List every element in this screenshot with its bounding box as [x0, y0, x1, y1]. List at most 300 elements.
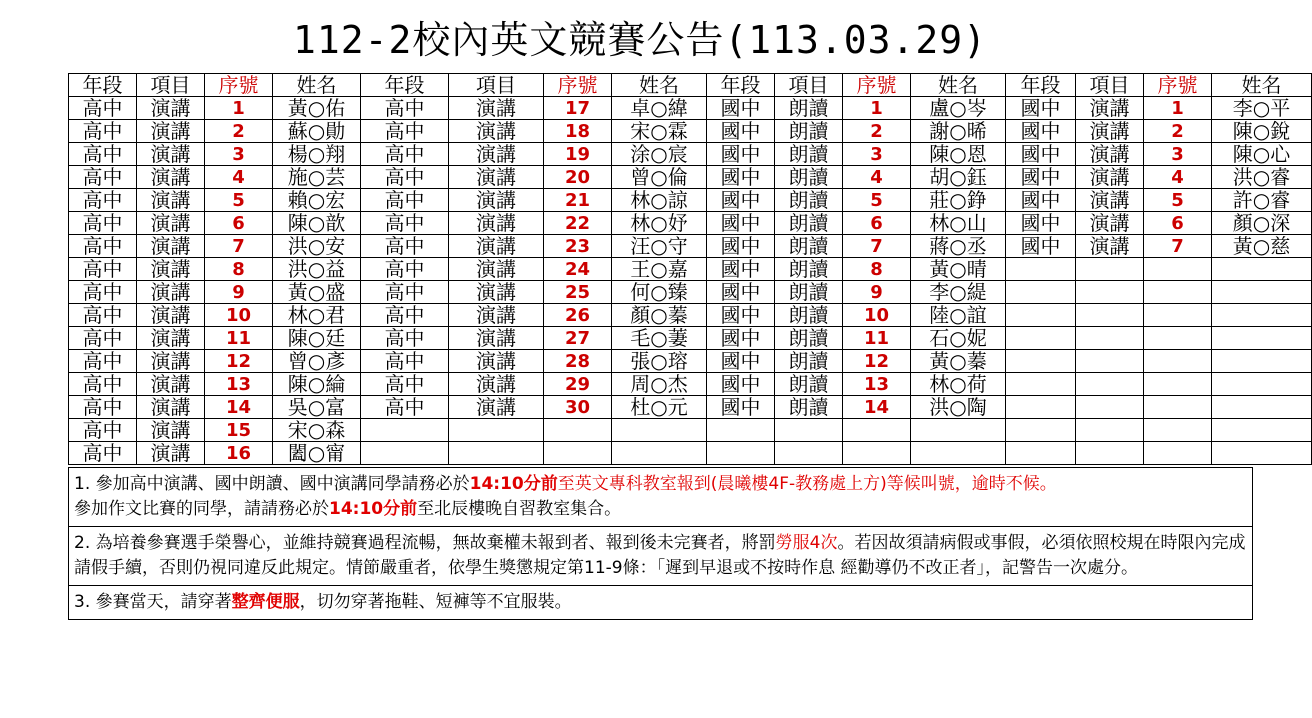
name-cell: 何○臻 — [612, 281, 707, 304]
column-header: 項目 — [1076, 74, 1144, 97]
table-row — [69, 419, 1312, 442]
item-cell — [1076, 304, 1144, 327]
level-cell: 高中 — [69, 442, 137, 465]
name-cell: 洪○益 — [273, 258, 361, 281]
item-cell: 演講 — [449, 189, 544, 212]
table-row — [69, 373, 1312, 396]
name-cell: 毛○萋 — [612, 327, 707, 350]
table-row — [69, 235, 1312, 258]
number-cell: 7 — [205, 235, 273, 258]
name-cell: 顏○蓁 — [612, 304, 707, 327]
name-cell: 盧○岑 — [911, 97, 1006, 120]
column-header: 序號 — [544, 74, 612, 97]
number-cell: 21 — [544, 189, 612, 212]
item-cell — [1076, 327, 1144, 350]
number-cell: 9 — [843, 281, 911, 304]
item-cell: 演講 — [449, 396, 544, 419]
table-row — [69, 281, 1312, 304]
item-cell: 演講 — [137, 419, 205, 442]
name-cell: 李○平 — [1212, 97, 1312, 120]
number-cell — [544, 419, 612, 442]
name-cell — [612, 442, 707, 465]
number-cell: 20 — [544, 166, 612, 189]
column-header: 年段 — [69, 74, 137, 97]
name-cell: 林○妤 — [612, 212, 707, 235]
name-cell — [1212, 419, 1312, 442]
level-cell: 國中 — [1006, 166, 1076, 189]
item-cell: 朗讀 — [775, 143, 843, 166]
item-cell: 演講 — [449, 350, 544, 373]
level-cell — [1006, 419, 1076, 442]
item-cell: 演講 — [449, 120, 544, 143]
item-cell: 朗讀 — [775, 258, 843, 281]
item-cell: 演講 — [137, 281, 205, 304]
notes-section — [68, 467, 1253, 620]
name-cell: 蘇○勛 — [273, 120, 361, 143]
column-header: 項目 — [775, 74, 843, 97]
column-header: 姓名 — [273, 74, 361, 97]
name-cell — [1212, 373, 1312, 396]
level-cell: 高中 — [361, 189, 449, 212]
item-cell: 演講 — [1076, 166, 1144, 189]
number-cell: 2 — [843, 120, 911, 143]
table-row — [69, 166, 1312, 189]
level-cell — [707, 419, 775, 442]
name-cell: 曾○倫 — [612, 166, 707, 189]
item-cell: 演講 — [1076, 143, 1144, 166]
item-cell — [1076, 419, 1144, 442]
number-cell: 19 — [544, 143, 612, 166]
number-cell: 30 — [544, 396, 612, 419]
item-cell — [775, 419, 843, 442]
item-cell: 演講 — [137, 258, 205, 281]
number-cell: 9 — [205, 281, 273, 304]
name-cell: 許○睿 — [1212, 189, 1312, 212]
number-cell — [1144, 419, 1212, 442]
number-cell: 7 — [1144, 235, 1212, 258]
item-cell: 演講 — [137, 189, 205, 212]
level-cell: 高中 — [69, 258, 137, 281]
name-cell: 李○緹 — [911, 281, 1006, 304]
number-cell: 22 — [544, 212, 612, 235]
level-cell — [1006, 350, 1076, 373]
level-cell: 國中 — [1006, 120, 1076, 143]
item-cell — [449, 419, 544, 442]
name-cell: 蔣○丞 — [911, 235, 1006, 258]
number-cell: 4 — [843, 166, 911, 189]
number-cell: 11 — [205, 327, 273, 350]
number-cell: 5 — [843, 189, 911, 212]
item-cell — [1076, 442, 1144, 465]
level-cell: 國中 — [707, 143, 775, 166]
item-cell: 朗讀 — [775, 97, 843, 120]
name-cell: 宋○森 — [273, 419, 361, 442]
name-cell: 林○君 — [273, 304, 361, 327]
name-cell — [911, 442, 1006, 465]
item-cell: 演講 — [137, 143, 205, 166]
level-cell: 國中 — [707, 350, 775, 373]
item-cell: 演講 — [137, 97, 205, 120]
table-row — [69, 350, 1312, 373]
note-2-penalty: 勞服4次 — [775, 533, 838, 553]
number-cell: 10 — [843, 304, 911, 327]
number-cell: 15 — [205, 419, 273, 442]
column-header: 年段 — [707, 74, 775, 97]
level-cell: 高中 — [69, 166, 137, 189]
level-cell — [1006, 396, 1076, 419]
name-cell: 汪○守 — [612, 235, 707, 258]
note-1-text-a: 1. 參加高中演講、國中朗讀、國中演講同學請務必於 — [74, 474, 470, 494]
column-header: 姓名 — [1212, 74, 1312, 97]
number-cell: 4 — [1144, 166, 1212, 189]
level-cell: 高中 — [69, 143, 137, 166]
level-cell: 高中 — [361, 350, 449, 373]
level-cell: 高中 — [69, 350, 137, 373]
note-1 — [69, 467, 1252, 526]
name-cell: 陳○銳 — [1212, 120, 1312, 143]
name-cell: 謝○晞 — [911, 120, 1006, 143]
number-cell: 8 — [843, 258, 911, 281]
number-cell: 3 — [205, 143, 273, 166]
page-title: 112-2校內英文競賽公告(113.03.29) — [292, 18, 988, 62]
level-cell: 國中 — [707, 97, 775, 120]
level-cell: 國中 — [707, 120, 775, 143]
item-cell: 演講 — [1076, 97, 1144, 120]
level-cell — [1006, 304, 1076, 327]
item-cell: 演講 — [137, 166, 205, 189]
level-cell: 高中 — [361, 143, 449, 166]
number-cell — [1144, 442, 1212, 465]
level-cell: 國中 — [1006, 189, 1076, 212]
number-cell — [1144, 396, 1212, 419]
note-2-text-a: 2. 為培養參賽選手榮譽心，並維持競賽過程流暢，無故棄權未報到者、報到後未完賽者，將罰 — [74, 533, 776, 553]
number-cell: 12 — [843, 350, 911, 373]
level-cell: 高中 — [69, 327, 137, 350]
level-cell: 國中 — [707, 281, 775, 304]
item-cell — [449, 442, 544, 465]
item-cell: 演講 — [137, 235, 205, 258]
note-3-dress: 整齊便服 — [231, 592, 300, 612]
item-cell — [1076, 373, 1144, 396]
item-cell: 朗讀 — [775, 304, 843, 327]
note-2-text-c: 。若因故須請病假或事假，必須依照校規在時限內完成請假手續，否則仍視同違反此規定。情節嚴重者，依學生獎懲規定第11-9條：「遲到早退或不按時作息 經勸導仍不改正者」，記警告一次處分。 — [74, 533, 1246, 578]
item-cell: 演講 — [137, 327, 205, 350]
number-cell — [843, 419, 911, 442]
note-1-time-2: 14:10分前 — [329, 499, 418, 519]
item-cell: 演講 — [449, 212, 544, 235]
number-cell: 24 — [544, 258, 612, 281]
item-cell — [1076, 258, 1144, 281]
name-cell: 楊○翔 — [273, 143, 361, 166]
item-cell: 演講 — [449, 143, 544, 166]
level-cell: 高中 — [69, 235, 137, 258]
level-cell: 高中 — [69, 97, 137, 120]
level-cell: 國中 — [707, 396, 775, 419]
level-cell: 國中 — [707, 327, 775, 350]
level-cell — [1006, 281, 1076, 304]
name-cell: 黃○盛 — [273, 281, 361, 304]
number-cell: 5 — [1144, 189, 1212, 212]
level-cell: 高中 — [361, 97, 449, 120]
item-cell: 朗讀 — [775, 281, 843, 304]
level-cell: 國中 — [707, 212, 775, 235]
item-cell: 演講 — [1076, 189, 1144, 212]
number-cell: 13 — [843, 373, 911, 396]
number-cell: 3 — [843, 143, 911, 166]
number-cell: 2 — [205, 120, 273, 143]
level-cell: 高中 — [69, 419, 137, 442]
item-cell: 演講 — [449, 304, 544, 327]
number-cell: 1 — [1144, 97, 1212, 120]
name-cell — [1212, 396, 1312, 419]
note-3 — [69, 585, 1252, 619]
number-cell: 27 — [544, 327, 612, 350]
item-cell: 朗讀 — [775, 189, 843, 212]
number-cell — [1144, 304, 1212, 327]
name-cell — [612, 419, 707, 442]
level-cell: 國中 — [707, 258, 775, 281]
name-cell: 黃○慈 — [1212, 235, 1312, 258]
name-cell: 施○芸 — [273, 166, 361, 189]
name-cell — [1212, 281, 1312, 304]
number-cell — [1144, 350, 1212, 373]
number-cell: 23 — [544, 235, 612, 258]
number-cell: 26 — [544, 304, 612, 327]
name-cell: 胡○鈺 — [911, 166, 1006, 189]
level-cell: 國中 — [707, 166, 775, 189]
column-header: 序號 — [205, 74, 273, 97]
number-cell: 14 — [843, 396, 911, 419]
number-cell: 14 — [205, 396, 273, 419]
item-cell: 演講 — [449, 281, 544, 304]
name-cell: 林○荷 — [911, 373, 1006, 396]
level-cell: 國中 — [707, 189, 775, 212]
name-cell: 林○山 — [911, 212, 1006, 235]
column-header: 姓名 — [911, 74, 1006, 97]
item-cell: 演講 — [1076, 120, 1144, 143]
column-header: 項目 — [449, 74, 544, 97]
number-cell: 2 — [1144, 120, 1212, 143]
name-cell: 黃○晴 — [911, 258, 1006, 281]
name-cell: 陳○廷 — [273, 327, 361, 350]
table-row — [69, 258, 1312, 281]
item-cell: 演講 — [137, 442, 205, 465]
number-cell: 4 — [205, 166, 273, 189]
level-cell: 高中 — [69, 396, 137, 419]
note-3-text-c: ，切勿穿著拖鞋、短褲等不宜服裝。 — [299, 592, 572, 612]
name-cell: 石○妮 — [911, 327, 1006, 350]
table-row — [69, 189, 1312, 212]
item-cell: 演講 — [137, 373, 205, 396]
level-cell: 國中 — [707, 373, 775, 396]
table-row — [69, 120, 1312, 143]
roster-table — [68, 73, 1312, 465]
item-cell: 朗讀 — [775, 350, 843, 373]
name-cell: 黃○佑 — [273, 97, 361, 120]
column-header: 序號 — [1144, 74, 1212, 97]
level-cell: 國中 — [1006, 97, 1076, 120]
item-cell: 演講 — [449, 166, 544, 189]
level-cell: 國中 — [1006, 235, 1076, 258]
item-cell: 演講 — [449, 235, 544, 258]
level-cell: 高中 — [69, 189, 137, 212]
number-cell: 6 — [205, 212, 273, 235]
note-1-time: 14:10分前 — [469, 474, 558, 494]
item-cell: 朗讀 — [775, 120, 843, 143]
level-cell — [1006, 327, 1076, 350]
column-header: 序號 — [843, 74, 911, 97]
item-cell — [1076, 350, 1144, 373]
number-cell — [544, 442, 612, 465]
item-cell: 朗讀 — [775, 396, 843, 419]
table-row — [69, 97, 1312, 120]
number-cell: 7 — [843, 235, 911, 258]
name-cell — [911, 419, 1006, 442]
level-cell: 高中 — [361, 304, 449, 327]
level-cell: 國中 — [707, 235, 775, 258]
name-cell: 吳○富 — [273, 396, 361, 419]
item-cell — [1076, 396, 1144, 419]
item-cell: 演講 — [137, 350, 205, 373]
item-cell: 演講 — [137, 304, 205, 327]
level-cell — [1006, 258, 1076, 281]
number-cell: 25 — [544, 281, 612, 304]
level-cell: 高中 — [69, 373, 137, 396]
name-cell: 杜○元 — [612, 396, 707, 419]
name-cell: 卓○緯 — [612, 97, 707, 120]
name-cell: 張○瑢 — [612, 350, 707, 373]
name-cell — [1212, 442, 1312, 465]
number-cell: 3 — [1144, 143, 1212, 166]
table-row — [69, 304, 1312, 327]
note-1-text-f: 至北辰樓晚自習教室集合。 — [417, 499, 622, 519]
name-cell: 陸○誼 — [911, 304, 1006, 327]
name-cell — [1212, 350, 1312, 373]
header-row — [69, 74, 1312, 97]
name-cell: 周○杰 — [612, 373, 707, 396]
name-cell — [1212, 304, 1312, 327]
level-cell: 高中 — [361, 396, 449, 419]
number-cell: 8 — [205, 258, 273, 281]
number-cell: 29 — [544, 373, 612, 396]
column-header: 年段 — [1006, 74, 1076, 97]
item-cell: 演講 — [449, 327, 544, 350]
level-cell — [361, 419, 449, 442]
number-cell — [843, 442, 911, 465]
number-cell: 12 — [205, 350, 273, 373]
level-cell: 高中 — [69, 212, 137, 235]
number-cell — [1144, 373, 1212, 396]
item-cell: 演講 — [137, 212, 205, 235]
name-cell: 王○嘉 — [612, 258, 707, 281]
level-cell — [1006, 442, 1076, 465]
item-cell: 朗讀 — [775, 235, 843, 258]
number-cell: 16 — [205, 442, 273, 465]
name-cell: 黃○蓁 — [911, 350, 1006, 373]
name-cell: 洪○安 — [273, 235, 361, 258]
level-cell: 高中 — [361, 373, 449, 396]
name-cell: 涂○宸 — [612, 143, 707, 166]
item-cell: 演講 — [137, 120, 205, 143]
name-cell: 闔○甯 — [273, 442, 361, 465]
item-cell: 朗讀 — [775, 327, 843, 350]
level-cell — [1006, 373, 1076, 396]
level-cell: 高中 — [361, 166, 449, 189]
name-cell: 洪○睿 — [1212, 166, 1312, 189]
column-header: 年段 — [361, 74, 449, 97]
note-2 — [69, 526, 1252, 585]
name-cell: 林○諒 — [612, 189, 707, 212]
level-cell: 高中 — [69, 120, 137, 143]
number-cell: 6 — [843, 212, 911, 235]
level-cell: 高中 — [69, 281, 137, 304]
item-cell: 朗讀 — [775, 212, 843, 235]
level-cell — [361, 442, 449, 465]
name-cell: 陳○歆 — [273, 212, 361, 235]
note-1-location: 至英文專科教室報到(晨曦樓4F-教務處上方)等候叫號，逾時不候。 — [557, 474, 1057, 494]
name-cell — [1212, 327, 1312, 350]
item-cell: 演講 — [449, 373, 544, 396]
level-cell: 高中 — [361, 281, 449, 304]
name-cell: 陳○心 — [1212, 143, 1312, 166]
number-cell — [1144, 327, 1212, 350]
level-cell — [707, 442, 775, 465]
level-cell: 國中 — [1006, 212, 1076, 235]
number-cell — [1144, 281, 1212, 304]
name-cell — [1212, 258, 1312, 281]
level-cell: 高中 — [69, 304, 137, 327]
name-cell: 曾○彥 — [273, 350, 361, 373]
number-cell: 28 — [544, 350, 612, 373]
item-cell: 朗讀 — [775, 166, 843, 189]
item-cell: 演講 — [449, 97, 544, 120]
name-cell: 陳○恩 — [911, 143, 1006, 166]
note-1-text-d: 參加作文比賽的同學，請請務必於 — [74, 499, 329, 519]
number-cell: 1 — [205, 97, 273, 120]
name-cell: 賴○宏 — [273, 189, 361, 212]
name-cell: 陳○綸 — [273, 373, 361, 396]
number-cell: 10 — [205, 304, 273, 327]
name-cell: 宋○霖 — [612, 120, 707, 143]
level-cell: 高中 — [361, 258, 449, 281]
item-cell: 演講 — [137, 396, 205, 419]
item-cell: 演講 — [449, 258, 544, 281]
table-row — [69, 396, 1312, 419]
name-cell: 莊○錚 — [911, 189, 1006, 212]
table-row — [69, 143, 1312, 166]
level-cell: 高中 — [361, 327, 449, 350]
level-cell: 高中 — [361, 235, 449, 258]
item-cell: 演講 — [1076, 212, 1144, 235]
column-header: 姓名 — [612, 74, 707, 97]
item-cell — [1076, 281, 1144, 304]
name-cell: 洪○陶 — [911, 396, 1006, 419]
number-cell: 13 — [205, 373, 273, 396]
number-cell: 1 — [843, 97, 911, 120]
note-3-text-a: 3. 參賽當天，請穿著 — [74, 592, 232, 612]
number-cell — [1144, 258, 1212, 281]
item-cell: 演講 — [1076, 235, 1144, 258]
table-row — [69, 212, 1312, 235]
table-row — [69, 327, 1312, 350]
number-cell: 18 — [544, 120, 612, 143]
number-cell: 11 — [843, 327, 911, 350]
number-cell: 17 — [544, 97, 612, 120]
level-cell: 國中 — [707, 304, 775, 327]
item-cell: 朗讀 — [775, 373, 843, 396]
level-cell: 國中 — [1006, 143, 1076, 166]
number-cell: 5 — [205, 189, 273, 212]
